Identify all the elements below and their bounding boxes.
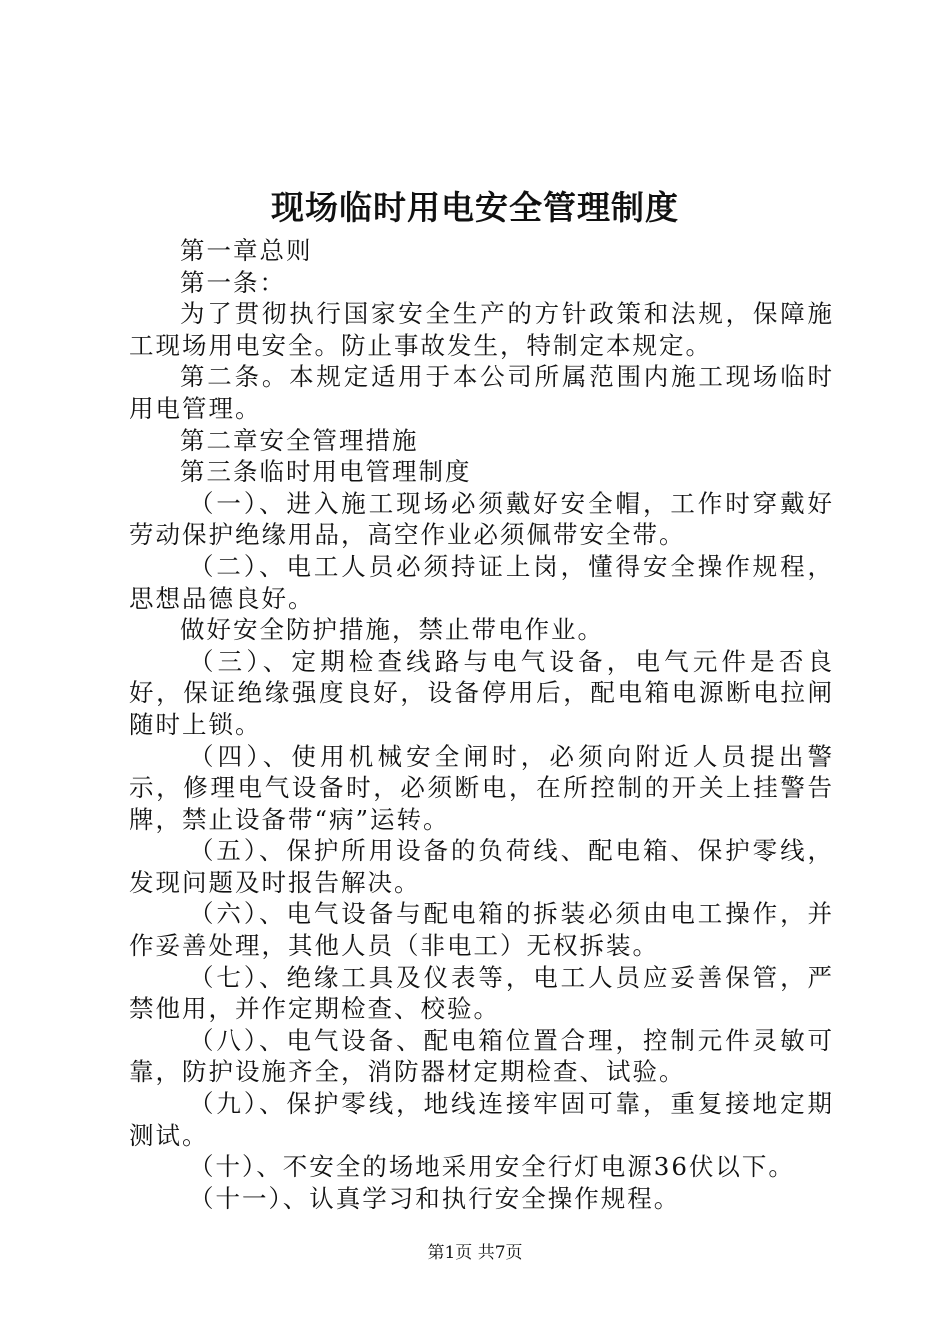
list-item: （四）、使用机械安全闸时，必须向附近人员提出警示，修理电气设备时，必须断电，在所控制的开关上挂警告牌，禁止设备带“病”运转。: [129, 741, 834, 834]
article-heading: 第一条：: [180, 267, 286, 297]
list-item: （五）、保护所用设备的负荷线、配电箱、保护零线，发现问题及时报告解决。: [129, 836, 834, 897]
paragraph: 做好安全防护措施，禁止带电作业。: [180, 615, 604, 645]
list-item: （二）、电工人员必须持证上岗，懂得安全操作规程，思想品德良好。: [129, 551, 834, 613]
list-item: （一）、进入施工现场必须戴好安全帽，工作时穿戴好劳动保护绝缘用品，高空作业必须佩带安全带。: [129, 488, 834, 550]
list-item: （十一）、认真学习和执行安全操作规程。: [189, 1183, 681, 1213]
list-item: （六）、电气设备与配电箱的拆装必须由电工操作，并作妥善处理，其他人员（非电工）无权拆装。: [129, 899, 834, 961]
article-heading: 第三条临时用电管理制度: [180, 457, 472, 487]
page-number-footer: 第1页 共7页: [427, 1243, 523, 1263]
list-item: （八）、电气设备、配电箱位置合理，控制元件灵敏可靠，防护设施齐全，消防器材定期检查、试验。: [129, 1025, 834, 1087]
document-body: [129, 235, 834, 1214]
chapter-heading: 第二章安全管理措施: [180, 425, 419, 455]
document-title: 现场临时用电安全管理制度: [271, 188, 679, 227]
paragraph: 为了贯彻执行国家安全生产的方针政策和法规，保障施工现场用电安全。防止事故发生，特制定本规定。: [129, 299, 834, 360]
list-item: （九）、保护零线，地线连接牢固可靠，重复接地定期测试。: [129, 1089, 834, 1150]
list-item: （七）、绝缘工具及仪表等，电工人员应妥善保管，严禁他用，并作定期检查、校验。: [129, 962, 834, 1024]
paragraph: 第二条。本规定适用于本公司所属范围内施工现场临时用电管理。: [129, 362, 834, 423]
list-item: （三）、定期检查线路与电气设备，电气元件是否良好，保证绝缘强度良好，设备停用后，配电箱电源断电拉闸随时上锁。: [129, 646, 834, 739]
chapter-heading: 第一章总则: [180, 236, 313, 265]
list-item: （十）、不安全的场地采用安全行灯电源36伏以下。: [189, 1152, 795, 1182]
